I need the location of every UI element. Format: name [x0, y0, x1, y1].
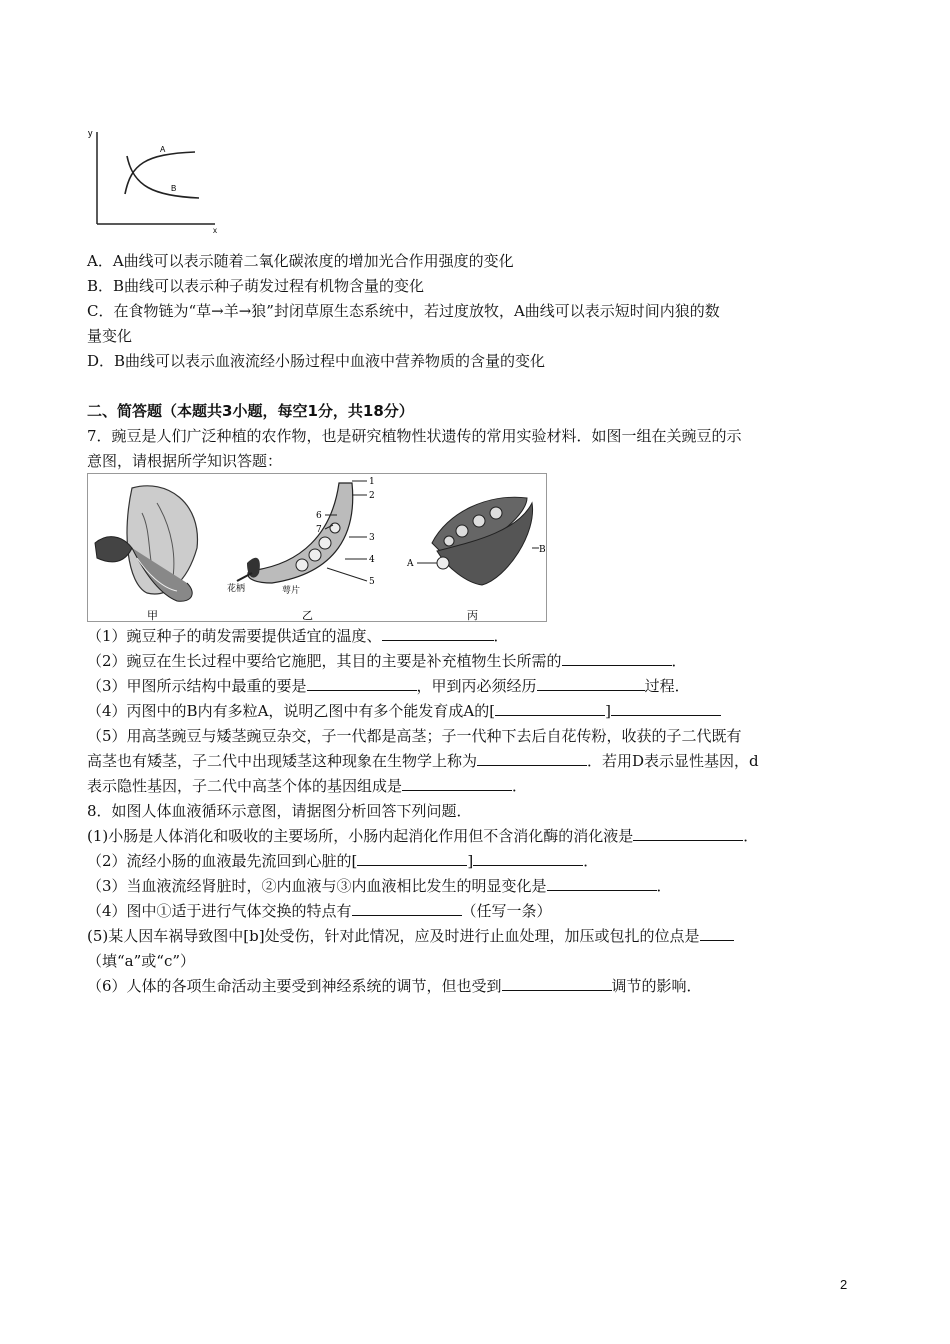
- answer-blank[interactable]: [357, 851, 467, 866]
- label-bing: 丙: [467, 609, 478, 622]
- page-number: 2: [840, 1277, 848, 1292]
- q6-option-d: D．B曲线可以表示血液流经小肠过程中血液中营养物质的含量的变化: [87, 352, 546, 370]
- q7-item-5-mid: ．若用D表示显性基因，d: [587, 752, 759, 770]
- label-4: 4: [369, 555, 375, 565]
- q7-stem-line1: 7．豌豆是人们广泛种植的农作物，也是研究植物性状遗传的常用实验材料．如图一组在关豌豆的示: [87, 427, 742, 445]
- q7-item-3: [87, 676, 690, 696]
- q7-item-1-text: （1）豌豆种子的萌发需要提供适宜的温度、: [87, 627, 382, 645]
- q6-option-c: C．在食物链为“草→羊→狼”封闭草原生态系统中，若过度放牧，A曲线可以表示短时间内狼的数: [87, 302, 720, 320]
- answer-blank[interactable]: [611, 701, 721, 716]
- q8-stem: 8．如图人体血液循环示意图，请据图分析回答下列问题．: [87, 802, 472, 820]
- label-yi: 乙: [302, 609, 313, 622]
- q8-item-6: [87, 976, 702, 996]
- answer-blank[interactable]: [473, 851, 583, 866]
- q7-item-5-text2: 表示隐性基因，子二代中高茎个体的基因组成是: [87, 777, 403, 795]
- answer-blank[interactable]: [547, 876, 657, 891]
- q8-item-6-end: 调节的影响．: [611, 977, 702, 995]
- q8-item-2-end: ．: [583, 852, 599, 870]
- pea-flower-drawing: [95, 486, 197, 601]
- curve-a-label: A: [160, 145, 166, 154]
- pea-pistil-drawing: [237, 481, 367, 583]
- q7-item-5-line1: （5）用高茎豌豆与矮茎豌豆杂交，子一代都是高茎；子一代种下去后自花传粉，收获的子二代既有: [87, 727, 742, 745]
- q8-item-2-text: （2）流经小肠的血液最先流回到心脏的[: [87, 852, 358, 870]
- answer-blank[interactable]: [495, 701, 605, 716]
- curve-b: [127, 156, 199, 198]
- q8-item-4-text: （4）图中①适于进行气体交换的特点有: [87, 902, 352, 920]
- q6-option-a: A．A曲线可以表示随着二氧化碳浓度的增加光合作用强度的变化: [87, 252, 514, 270]
- answer-blank[interactable]: [307, 676, 417, 691]
- q7-item-3-end: 过程．: [644, 677, 690, 695]
- q8-item-4-end: （任写一条）: [461, 902, 552, 920]
- curve-b-label: B: [171, 184, 177, 193]
- q8-item-5: [87, 926, 734, 946]
- label-A: A: [407, 559, 414, 569]
- answer-blank[interactable]: [352, 901, 462, 916]
- q8-item-1-text: (1)小肠是人体消化和吸收的主要场所，小肠内起消化作用但不含消化酶的消化液是: [87, 827, 634, 845]
- q7-item-5-end: ．: [512, 777, 528, 795]
- label-6: 6: [316, 511, 322, 521]
- q8-item-3: [87, 876, 672, 896]
- q7-item-1: [87, 626, 509, 646]
- q7-item-3-mid: ，甲到丙必须经历: [416, 677, 537, 695]
- label-7: 7: [316, 525, 322, 535]
- answer-blank[interactable]: [562, 651, 672, 666]
- q7-item-2-end: ．: [671, 652, 687, 670]
- curve-a: [125, 152, 195, 194]
- q8-item-5-cont: （填“a”或“c”）: [87, 952, 196, 970]
- q7-item-5-line3: [87, 776, 527, 796]
- pea-pod-drawing: [417, 497, 539, 585]
- answer-blank[interactable]: [402, 776, 512, 791]
- label-B: B: [539, 545, 546, 555]
- answer-blank[interactable]: [477, 751, 587, 766]
- q7-item-5-line2: [87, 751, 759, 771]
- q7-item-2-text: （2）豌豆在生长过程中要给它施肥，其目的主要是补充植物生长所需的: [87, 652, 562, 670]
- q7-item-3-text: （3）甲图所示结构中最重的要是: [87, 677, 307, 695]
- label-1: 1: [369, 477, 375, 487]
- label-2: 2: [369, 491, 375, 501]
- curve-graph-figure: [87, 124, 222, 234]
- q8-item-4: [87, 901, 552, 921]
- q8-item-1-end: ．: [743, 827, 759, 845]
- label-jia: 甲: [147, 609, 158, 622]
- graph-x-label: x: [213, 226, 217, 234]
- q6-option-b: B．B曲线可以表示种子萌发过程有机物含量的变化: [87, 277, 425, 295]
- q6-option-c-cont: 量变化: [87, 327, 133, 345]
- q8-item-6-text: （6）人体的各项生命活动主要受到神经系统的调节，但也受到: [87, 977, 502, 995]
- q7-item-5-text: 高茎也有矮茎，子二代中出现矮茎这种现象在生物学上称为: [87, 752, 478, 770]
- q7-item-4: [87, 701, 721, 721]
- section2-title: 二、简答题（本题共3小题，每空1分，共18分）: [87, 402, 414, 420]
- q7-item-4-bracket: ]: [605, 702, 611, 720]
- pea-figure: [87, 473, 547, 623]
- answer-blank[interactable]: [633, 826, 743, 841]
- answer-blank[interactable]: [502, 976, 612, 991]
- q7-item-1-end: ．: [493, 627, 509, 645]
- label-eping: 萼片: [282, 586, 301, 596]
- q8-item-1: [87, 826, 758, 846]
- answer-blank[interactable]: [537, 676, 645, 691]
- q8-item-3-text: （3）当血液流经肾脏时，②内血液与③内血液相比发生的明显变化是: [87, 877, 547, 895]
- answer-blank[interactable]: [700, 926, 734, 941]
- label-3: 3: [369, 533, 375, 543]
- label-5: 5: [369, 577, 375, 587]
- q8-item-2: [87, 851, 598, 871]
- q8-item-5-text: (5)某人因车祸导致图中[b]处受伤，针对此情况，应及时进行止血处理，加压或包扎的位点是: [87, 927, 700, 945]
- q8-item-2-bracket: ]: [467, 852, 474, 870]
- answer-blank[interactable]: [382, 626, 494, 641]
- q7-stem-line2: 意图，请根据所学知识答题：: [87, 452, 283, 470]
- label-huabing: 花柄: [227, 584, 246, 594]
- q7-item-4-text: （4）丙图中的B内有多粒A，说明乙图中有多个能发育成A的[: [87, 702, 496, 720]
- graph-y-label: y: [88, 128, 93, 138]
- q7-item-2: [87, 651, 687, 671]
- q8-item-3-end: ．: [656, 877, 672, 895]
